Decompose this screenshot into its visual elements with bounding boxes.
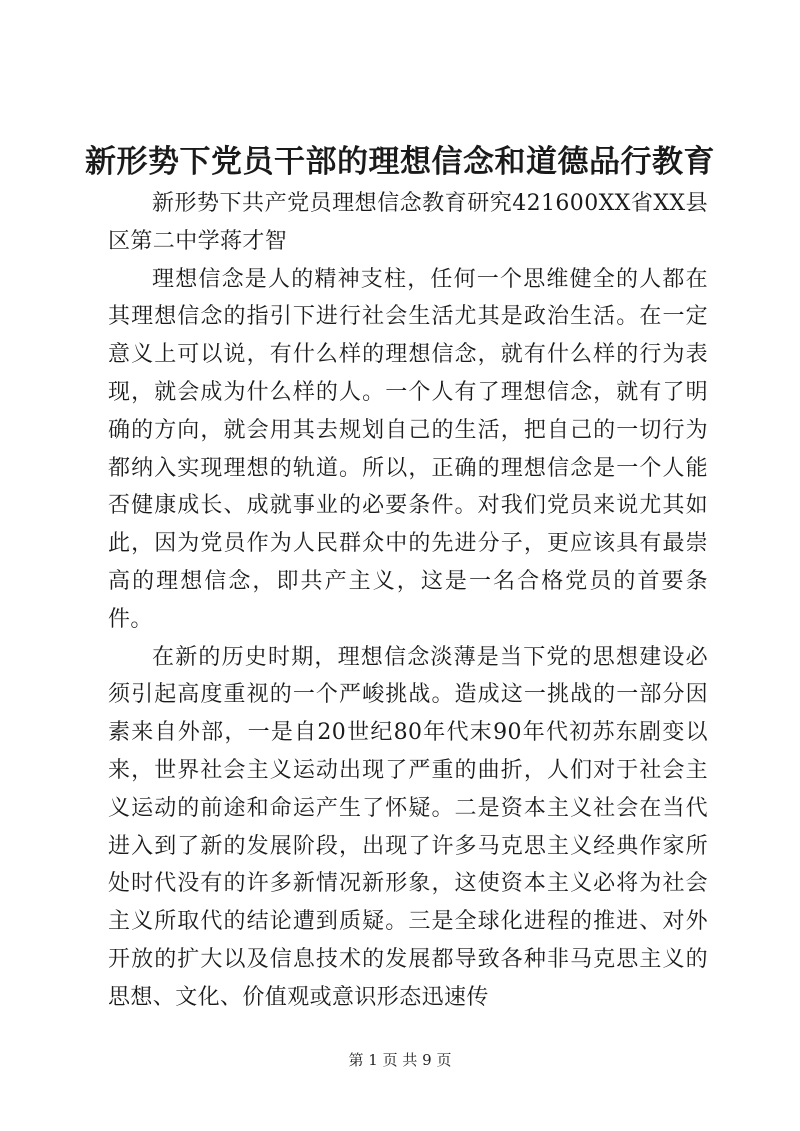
document-title: 新形势下党员干部的理想信念和道德品行教育 [85, 144, 715, 180]
paragraph-subtitle: 新形势下共产党员理想信念教育研究421600XX省XX县区第二中学蒋才智 [108, 191, 708, 254]
paragraph: 理想信念是人的精神支柱，任何一个思维健全的人都在其理想信念的指引下进行社会生活尤其是政治生活。在一定意义上可以说，有什么样的理想信念，就有什么样的行为表现，就会成为什么样的人。一个人有了理想信念，就有了明确的方向，就会用其去规划自己的生活，把自己的一切行为都纳入实现理想的轨道。所以，正确的理想信念是一个人能否健康成长、成就事业的必要条件。对我们党员来说尤其如此，因为党员作为人民群众中的先进分子，更应该具有最崇高的理想信念，即共产主义，这是一名合格党员的首要条件。 [108, 266, 708, 632]
paragraph: 在新的历史时期，理想信念淡薄是当下党的思想建设必须引起高度重视的一个严峻挑战。造成这一挑战的一部分因素来自外部，一是自20世纪80年代末90年代初苏东剧变以来，世界社会主义运动出现了严重的曲折，人们对于社会主义运动的前途和命运产生了怀疑。二是资本主义社会在当代进入到了新的发展阶段，出现了许多马克思主义经典作家所处时代没有的许多新情况新形象，这使资本主义必将为社会主义所取代的结论遭到质疑。三是全球化进程的推进、对外开放的扩大以及信息技术的发展都导致各种非马克思主义的思想、文化、价值观或意识形态迅速传 [108, 644, 708, 1010]
page-footer: 第 1 页 共 9 页 [348, 1051, 452, 1069]
document-body [108, 185, 708, 1017]
